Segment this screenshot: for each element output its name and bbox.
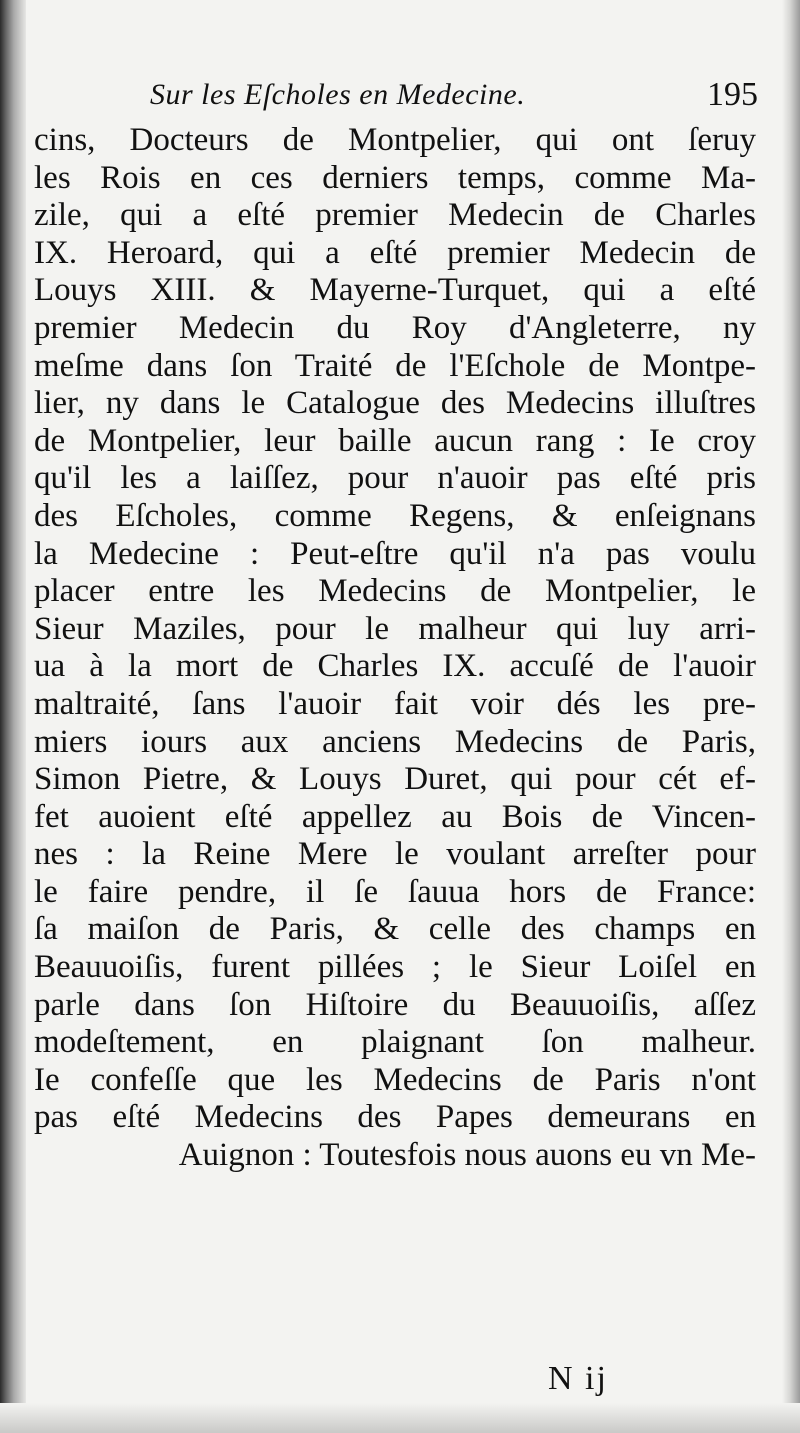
text-line: Sieur Maziles, pour le malheur qui luy arri- xyxy=(34,610,756,647)
page-header xyxy=(150,78,770,122)
running-head: Sur les Eſcholes en Medecine. xyxy=(150,78,526,111)
text-line: modeſtement, en plaignant ſon malheur. xyxy=(34,1024,756,1061)
text-line: nes : la Reine Mere le voulant arreſter pour xyxy=(34,836,756,873)
text-line: Auignon : Toutesfois nous auons eu vn Me- xyxy=(178,1137,756,1174)
text-line: cins, Docteurs de Montpelier, qui ont ſeruy xyxy=(34,122,756,158)
page-edge-shadow xyxy=(782,0,800,1433)
text-line: IX. Heroard, qui a eſté premier Medecin de xyxy=(34,234,756,271)
body-text xyxy=(34,122,756,1175)
text-line: Louys XIII. & Mayerne-Turquet, qui a eſté xyxy=(34,272,756,309)
text-line: miers iours aux anciens Medecins de Paris, xyxy=(34,723,756,760)
signature-mark: N ij xyxy=(548,1360,608,1397)
text-line: premier Medecin du Roy d'Angleterre, ny xyxy=(34,309,756,346)
text-line: zile, qui a eſté premier Medecin de Charles xyxy=(34,197,756,234)
text-line: meſme dans ſon Traité de l'Eſchole de Montpe- xyxy=(34,347,756,384)
text-line: Beauuoiſis, furent pillées ; le Sieur Loiſel en xyxy=(34,949,756,986)
text-line: maltraité, ſans l'auoir fait voir dés les pre- xyxy=(34,685,756,722)
page-number: 195 xyxy=(707,76,758,113)
text-line: parle dans ſon Hiſtoire du Beauuoiſis, aſſez xyxy=(34,986,756,1023)
text-line: le faire pendre, il ſe ſauua hors de France: xyxy=(34,873,756,910)
text-line: Simon Pietre, & Louys Duret, qui pour cét ef- xyxy=(34,761,756,798)
text-line: des Eſcholes, comme Regens, & enſeignans xyxy=(34,497,756,534)
text-line: pas eſté Medecins des Papes demeurans en xyxy=(34,1099,756,1136)
text-line: lier, ny dans le Catalogue des Medecins illuſtres xyxy=(34,385,756,422)
page-bottom-shadow xyxy=(0,1403,800,1433)
text-line: Ie confeſſe que les Medecins de Paris n'ont xyxy=(34,1061,756,1098)
text-line: de Montpelier, leur baille aucun rang : Ie croy xyxy=(34,422,756,459)
text-line: placer entre les Medecins de Montpelier, le xyxy=(34,573,756,610)
text-line: ua à la mort de Charles IX. accuſé de l'auoir xyxy=(34,648,756,685)
text-line: ſa maiſon de Paris, & celle des champs en xyxy=(34,911,756,948)
text-line: qu'il les a laiſſez, pour n'auoir pas eſté pris xyxy=(34,460,756,497)
text-line: fet auoient eſté appellez au Bois de Vincen- xyxy=(34,798,756,835)
page-gutter-shadow xyxy=(0,0,26,1433)
text-line: la Medecine : Peut-eſtre qu'il n'a pas voulu xyxy=(34,535,756,572)
text-line: les Rois en ces derniers temps, comme Ma- xyxy=(34,159,756,196)
